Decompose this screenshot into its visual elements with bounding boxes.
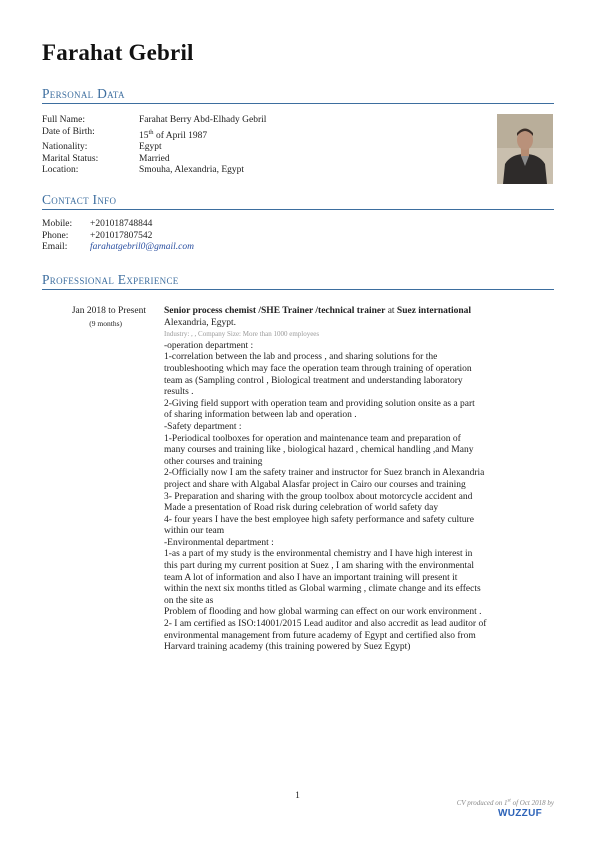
personal-data-heading: Personal Data [42,86,125,101]
description-line: Problem of flooding and how global warming can effect on our work environment . [164,607,482,618]
description-line: within the next six months titled as Global warming , climate change and its effects [164,584,481,595]
description-line: 2-Giving field support with operation team and providing solution onsite as a part [164,398,475,409]
description-line: -Safety department : [164,421,242,432]
company-name: Suez international [396,306,472,316]
date-of-birth-value: 15th of April 1987 [139,128,208,141]
description-line: 1-correlation between the lab and process , and sharing solutions for the [164,352,438,363]
location-value: Smouha, Alexandria, Egypt [139,165,245,176]
email-link[interactable]: farahatgebril0@gmail.com [90,242,194,252]
job-heading [164,306,542,318]
description-line: Harvard training academy (this training powered by Suez Egypt) [164,642,411,653]
email-label: Email: [42,242,68,252]
description-line: 3- Preparation and sharing with the group toolbox about motorcycle accident and [164,491,473,502]
mobile-label: Mobile: [42,219,73,229]
page-number: 1 [295,791,300,801]
description-line: team as (Sampling control , Biological treatment and understanding laboratory [164,375,463,386]
description-line: within our team [164,526,225,537]
email-row [42,242,194,254]
job-at: at [387,306,395,316]
description-line: other courses and training [164,456,263,467]
personal-data-divider [42,103,554,104]
mobile-row [42,219,194,231]
location-row [42,165,266,177]
description-line: this part during my current position at Suez , I am sharing with the environmental [164,561,475,572]
phone-row [42,231,194,243]
marital-status-row [42,154,266,166]
marital-status-label: Marital Status: [42,153,99,164]
contact-info-divider [42,209,554,210]
experience-divider [42,289,554,290]
description-line: -Environmental department : [164,537,274,548]
job-location: Alexandria, Egypt. [164,317,237,328]
experience-entry [164,306,542,654]
description-line: environmental management from future academy of Egypt and certified also from [164,630,476,641]
experience-date: Jan 2018 to Present [71,306,146,316]
mobile-value: +201018748844 [90,219,153,229]
description-line: 1-Periodical toolboxes for operation and maintenance team and preparation of [164,433,461,444]
description-line: team A lot of information and also I have an important training will present it [164,572,458,583]
contact-info-list [42,219,194,254]
description-line: -operation department : [164,340,254,351]
description-line: 2-Officially now I am the safety trainer and instructor for Suez branch in Alexandria [164,468,485,479]
date-of-birth-label: Date of Birth: [42,126,95,137]
description-line: 2- I am certified as ISO:14001/2015 Lead auditor and also accredit as lead auditor of [164,619,487,630]
description-line: on the site as [164,595,214,606]
description-line: results . [164,387,194,398]
marital-status-value: Married [139,153,170,164]
nationality-label: Nationality: [42,142,88,153]
job-meta: Industry: , , Company Size: More than 1000 employees [164,330,320,339]
nationality-row [42,142,266,154]
phone-value: +201017807542 [90,230,153,241]
full-name-value: Farahat Berry Abd-Elhady Gebril [139,115,267,125]
description-line: 4- four years I have the best employee high safety performance and safety culture [164,514,474,525]
candidate-name: Farahat Gebril [42,40,194,65]
description-line: 1-as a part of my study is the environmental chemistry and I have high interest in [164,549,473,560]
location-label: Location: [42,165,79,176]
footer-credit: CV produced on 1st of Oct 2018 by [456,799,554,808]
personal-data-list [42,115,266,177]
description-line: Made a presentation of Road risk during celebration of world safety day [164,503,439,514]
profile-photo [497,114,553,184]
contact-info-heading: Contact Info [42,192,117,207]
description-line: of sharing information between lab and operation . [164,410,357,421]
nationality-value: Egypt [139,142,162,153]
wuzzuf-logo: WUZZUF [498,808,543,819]
full-name-row [42,115,266,127]
description-line: many courses and training like , biological hazard , chemical handling ,and Many [164,445,474,456]
experience-heading: Professional Experience [42,272,179,287]
job-title: Senior process chemist /SHE Trainer /technical trainer [164,306,386,316]
job-description [164,341,542,654]
experience-duration: (9 months) [89,319,122,328]
full-name-label: Full Name: [42,115,86,125]
phone-label: Phone: [42,230,69,241]
date-of-birth-row [42,127,266,143]
description-line: project and share with Algabal Alasfar project in Cairo our courses and training [164,479,466,490]
description-line: troubleshooting which may face the operation team through training of operation [164,363,472,374]
